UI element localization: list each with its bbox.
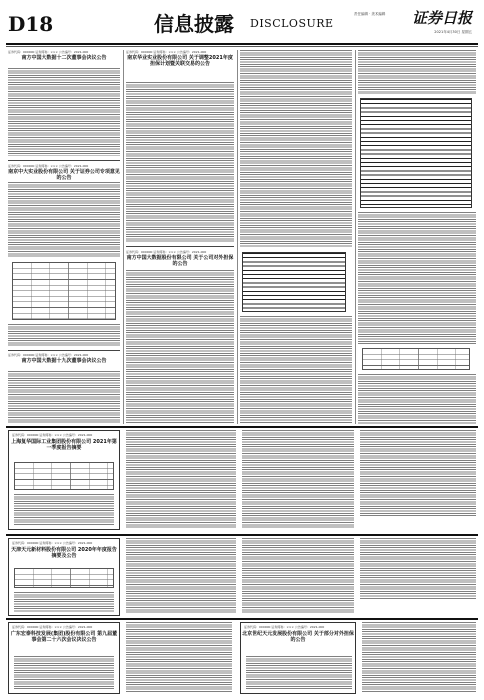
masthead — [6, 4, 478, 42]
article-7-table — [14, 568, 114, 588]
masthead-rule-thin — [6, 46, 478, 47]
column-4-table-2 — [362, 348, 470, 370]
article-5-body — [126, 270, 234, 424]
article-4-headline: 南方中国大数据十九次董事会决议公告 — [21, 358, 107, 364]
article-6-table — [14, 462, 114, 490]
article-2-body — [126, 82, 234, 242]
article-2-headline: 南京华业实业股份有限公司 关于调整2021年度担保计划暨关联交易的公告 — [127, 55, 233, 67]
band-3: 证券代码：000000 证券简称：××× 公告编号：2021-000 广东宏泰科技发展(集团)股份有限公司 第九届董事会第二十六次会议决议公告 证券代码：000000 证券简称：××× 公告编号：2021-000 北京世纪天元发展股份有限公司 关于部分对外担保的公告 — [8, 622, 478, 696]
article-6-headline: 上海复华国际工业集团股份有限公司 2021年第一季度报告摘要 — [11, 439, 117, 451]
masthead-rule — [6, 43, 478, 45]
band-1: 证券代码：000000 证券简称：××× 公告编号：2021-000 上海复华国际工业集团股份有限公司 2021年第一季度报告摘要 — [8, 430, 478, 532]
editor-line: 责任编辑 · 美术编辑 — [354, 12, 386, 16]
section-subtitle: DISCLOSURE — [250, 17, 334, 30]
column-4-table-1 — [360, 98, 472, 208]
issue-date: 2021年4月30日 星期五 — [434, 30, 472, 34]
article-8-headline: 广东宏泰科技发展(集团)股份有限公司 第九届董事会第二十六次会议决议公告 — [10, 631, 118, 643]
section-title: 信息披露 — [154, 12, 234, 36]
article-1-headline: 南方中国大数据十二次董事会决议公告 — [21, 55, 107, 61]
article-3-body — [8, 182, 120, 258]
page-number: D18 — [8, 12, 54, 36]
article-3-table — [12, 262, 116, 320]
article-3-headline: 南京中大实业股份有限公司 关于证券公司专项意见的公告 — [8, 169, 120, 181]
column-4 — [358, 50, 476, 424]
article-1-body — [8, 68, 120, 156]
column-3-table — [242, 252, 346, 312]
newspaper-logo: 证券日报 — [411, 9, 472, 27]
article-9-headline: 北京世纪天元发展股份有限公司 关于部分对外担保的公告 — [242, 631, 354, 643]
column-3 — [240, 50, 352, 424]
column-2: 证券代码：000000 证券简称：××× 公告编号：2021-000 南京华业实业股份有限公司 关于调整2021年度担保计划暨关联交易的公告 证券代码：000000 证券简称：××× 公告编号：2021-000 南方中国大数据股份有限公司 关于公司对外担保的公告 — [126, 50, 234, 424]
article-5-headline: 南方中国大数据股份有限公司 关于公司对外担保的公告 — [126, 255, 234, 267]
article-7-headline: 天津天元新材料股份有限公司 2020年年度报告摘要及公告 — [11, 547, 117, 559]
article-4-body — [8, 371, 120, 424]
column-1: 证券代码：000000 证券简称：××× 公告编号：2021-000 南方中国大数据十二次董事会决议公告 证券代码：000000 证券简称：××× 公告编号：2021-000 南京中大实业股份有限公司 关于证券公司专项意见的公告 证券代码：000000 证券简称：××× 公告编号：2021-000 南方中国大数据十九次董事会决议公告 — [8, 50, 120, 424]
band-2: 证券代码：000000 证券简称：××× 公告编号：2021-000 天津天元新材料股份有限公司 2020年年度报告摘要及公告 — [8, 538, 478, 618]
